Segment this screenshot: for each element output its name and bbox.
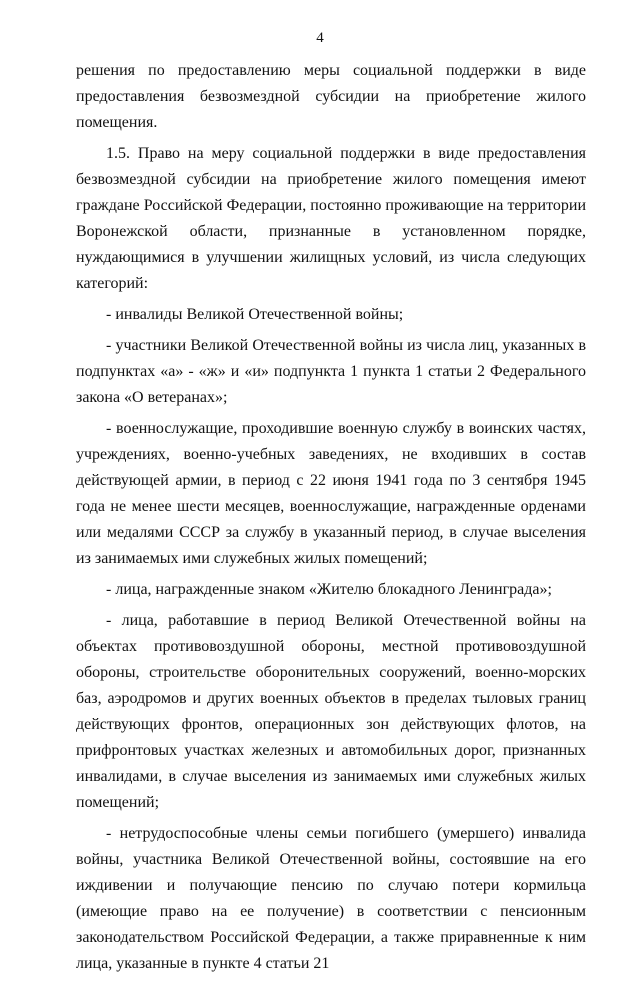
page-number: 4 [316,30,324,46]
document-body [76,58,586,982]
paragraph-section-1-5: 1.5. Право на меру социальной поддержки в виде предоставления безвозмездной субсидии на приобретение жилого помещения имеют граждане Российской Федерации, постоянно проживающие на территории Воронежской области, признанные в установленном порядке, нуждающимися в улучшении жилищных условий, из числа следующих категорий: [76,145,586,292]
list-item-servicemen: - военнослужащие, проходившие военную службу в воинских частях, учреждениях, военно-учебных заведениях, не входивших в состав действующей армии, в период с 22 июня 1941 года по 3 сентября 1945 года не менее шести месяцев, военнослужащие, награжденные орденами или медалями СССР за службу в указанный период, в случае выселения из занимаемых ими служебных жилых помещений; [76,420,586,567]
list-item-war-invalids: - инвалиды Великой Отечественной войны; [106,306,404,323]
list-item-leningrad-siege: - лица, награжденные знаком «Жителю блокадного Ленинграда»; [106,581,552,598]
list-item-defense-workers: - лица, работавшие в период Великой Отечественной войны на объектах противовоздушной обороны, местной противовоздушной обороны, строительстве оборонительных сооружений, военно-морских баз, аэродромов и других военных объектов в пределах тыловых границ действующих фронтов, операционных зон действующих флотов, на прифронтовых участках железных и автомобильных дорог, признанных инвалидами, в случае выселения из занимаемых ими служебных жилых помещений; [76,612,586,811]
list-item-war-participants: - участники Великой Отечественной войны из числа лиц, указанных в подпунктах «а» - «ж» и «и» подпункта 1 пункта 1 статьи 2 Федерального закона «О ветеранах»; [76,337,586,406]
paragraph-continuation: решения по предоставлению меры социальной поддержки в виде предоставления безвозмездной субсидии на приобретение жилого помещения. [76,62,586,131]
list-item-family-members: - нетрудоспособные члены семьи погибшего (умершего) инвалида войны, участника Великой Отечественной войны, состоявшие на его иждивении и получающие пенсию по случаю потери кормильца (имеющие право на ее получение) в соответствии с пенсионным законодательством Российской Федерации, а также приравненные к ним лица, указанные в пункте 4 статьи 21 [76,825,586,972]
